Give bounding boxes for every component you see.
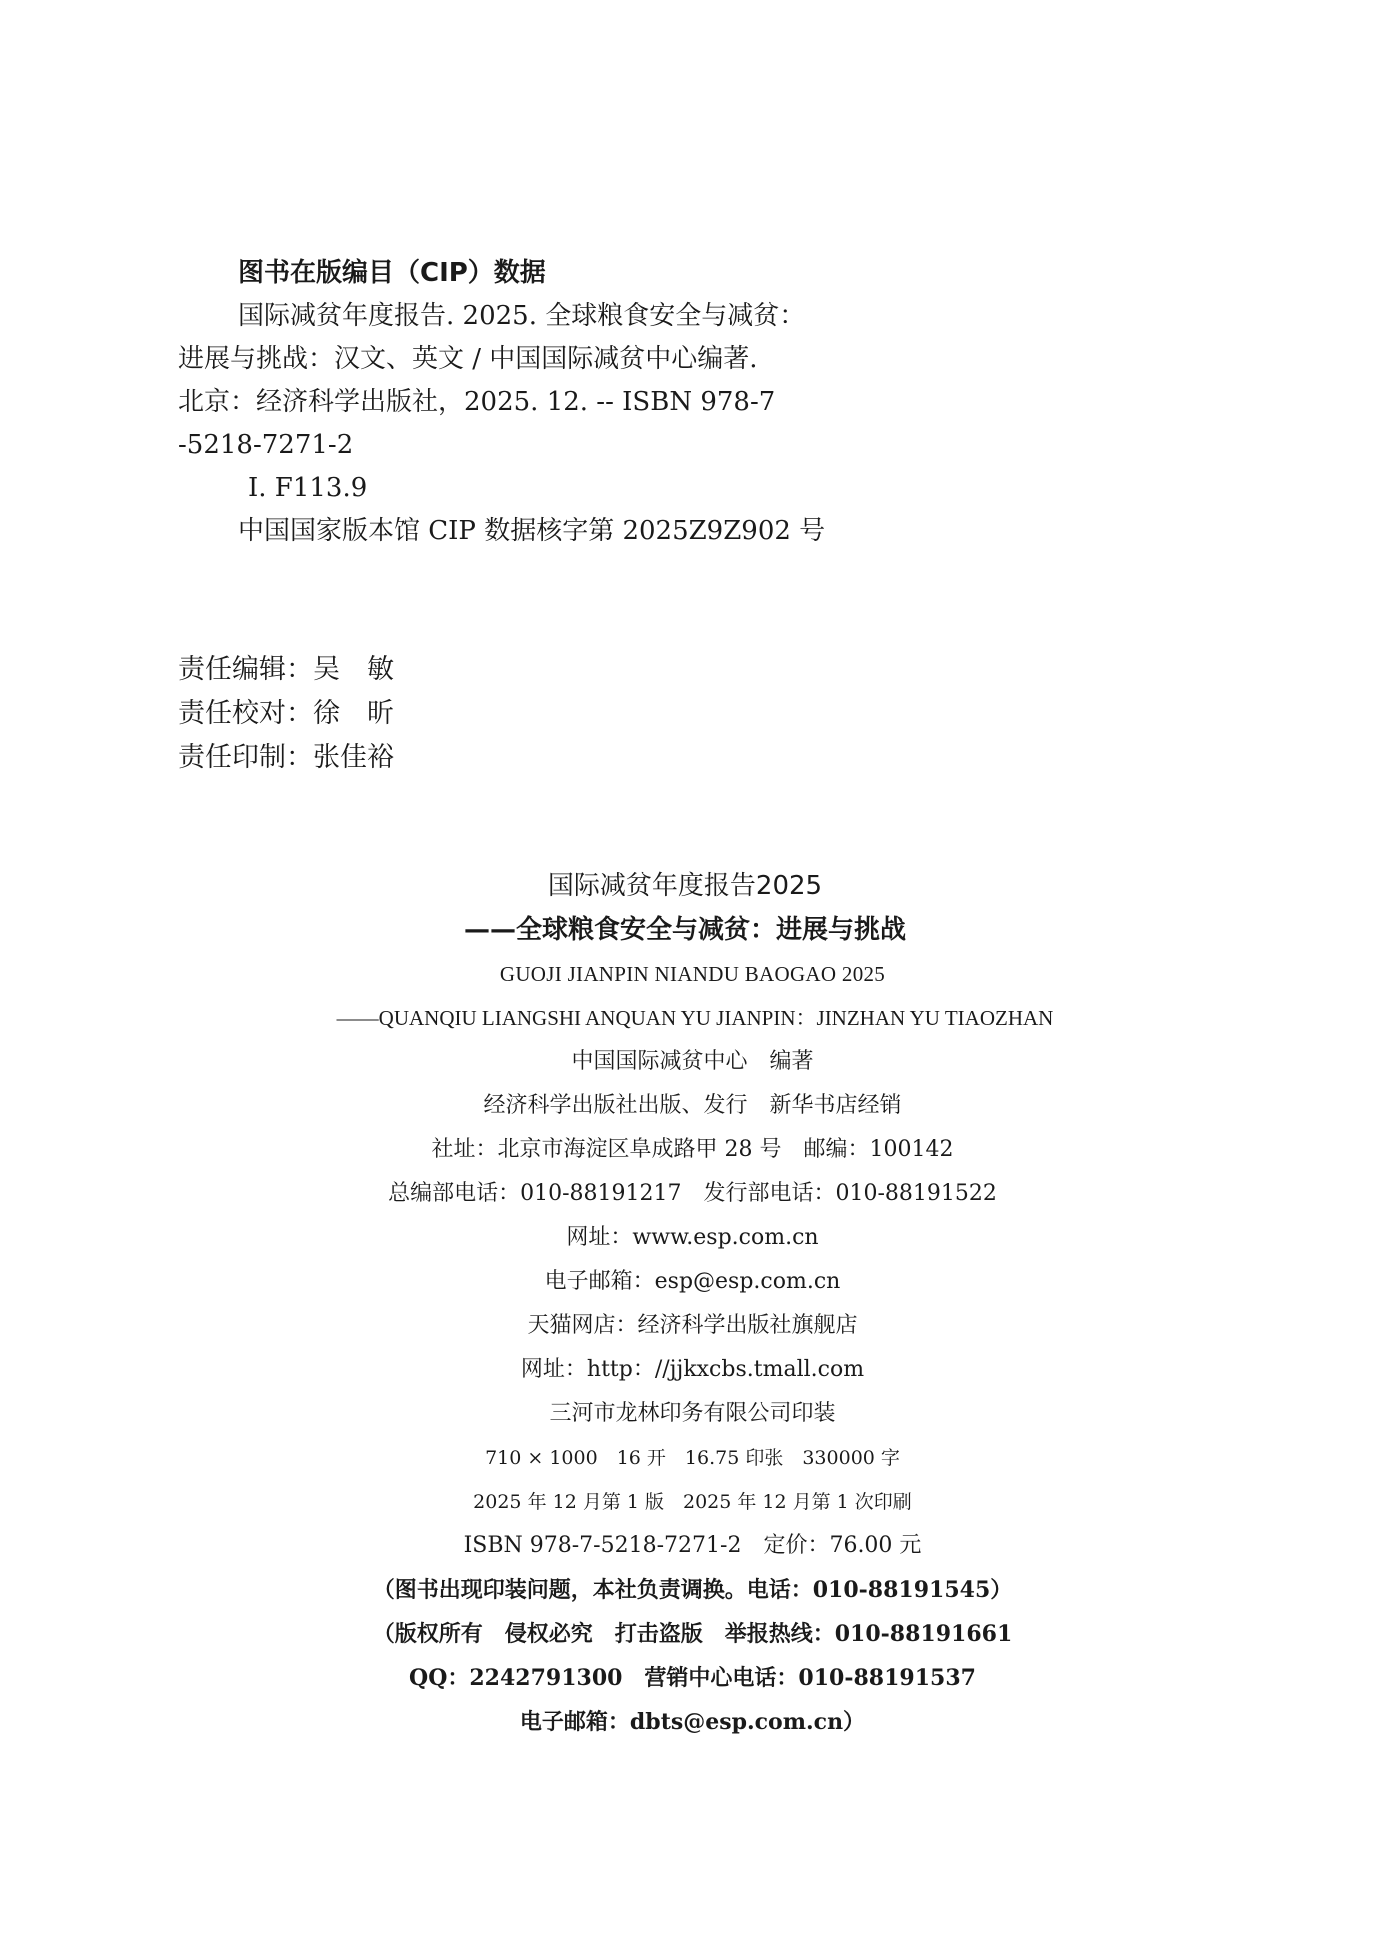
address-line: 社址：北京市海淀区阜成路甲 28 号 邮编：100142 xyxy=(431,1137,954,1162)
printer-line: 三河市龙林印务有限公司印装 xyxy=(549,1401,836,1426)
responsible-printing: 责任印制：张佳裕 xyxy=(178,742,394,773)
cip-line-subtitle: 进展与挑战：汉文、英文 / 中国国际减贫中心编著. xyxy=(178,344,758,374)
tmall-shop-line: 天猫网店：经济科学出版社旗舰店 xyxy=(527,1313,858,1338)
format-line: 710 × 1000 16 开 16.75 印张 330000 字 xyxy=(485,1447,900,1469)
book-title: 国际减贫年度报告2025 xyxy=(547,871,823,901)
cip-line-isbn-tail: -5218-7271-2 xyxy=(178,430,354,460)
website-line: 网址：www.esp.com.cn xyxy=(566,1225,819,1250)
cip-line-verification: 中国国家版本馆 CIP 数据核字第 2025Z9Z902 号 xyxy=(238,516,826,546)
cip-line-classification: Ⅰ. F113.9 xyxy=(248,473,368,503)
copyright-notice: （版权所有 侵权必究 打击盗版 举报热线：010-88191661 xyxy=(372,1621,1013,1647)
responsible-proofreader: 责任校对：徐 昕 xyxy=(178,698,394,729)
tmall-url-line: 网址：http：//jjkxcbs.tmall.com xyxy=(520,1357,865,1382)
publisher-line: 经济科学出版社出版、发行 新华书店经销 xyxy=(483,1093,902,1118)
contact-qq-line: QQ：2242791300 营销中心电话：010-88191537 xyxy=(409,1665,976,1691)
author-line: 中国国际减贫中心 编著 xyxy=(571,1049,814,1074)
cip-data-block xyxy=(178,252,858,553)
pinyin-title: GUOJI JIANPIN NIANDU BAOGAO 2025 xyxy=(499,962,886,986)
cip-line-title: 国际减贫年度报告. 2025. 全球粮食安全与减贫： xyxy=(238,301,806,331)
quality-notice: （图书出现印装问题，本社负责调换。电话：010-88191545） xyxy=(372,1577,1013,1603)
colophon xyxy=(0,864,1385,1744)
cip-heading: 图书在版编目（CIP）数据 xyxy=(238,258,546,288)
email-line: 电子邮箱：esp@esp.com.cn xyxy=(544,1269,841,1294)
isbn-price-line: ISBN 978-7-5218-7271-2 定价：76.00 元 xyxy=(463,1533,922,1558)
responsible-editor: 责任编辑：吴 敏 xyxy=(178,654,394,685)
report-email-line: 电子邮箱：dbts@esp.com.cn） xyxy=(519,1709,866,1735)
responsible-staff xyxy=(178,648,394,780)
pinyin-subtitle: ——QUANQIU LIANGSHI ANQUAN YU JIANPIN：JINZHAN YU TIAOZHAN xyxy=(336,1006,1054,1030)
phone-line: 总编部电话：010-88191217 发行部电话：010-88191522 xyxy=(388,1181,997,1206)
edition-line: 2025 年 12 月第 1 版 2025 年 12 月第 1 次印刷 xyxy=(473,1491,912,1513)
cip-line-publication: 北京：经济科学出版社，2025. 12. -- ISBN 978-7 xyxy=(178,387,776,417)
book-subtitle: ——全球粮食安全与减贫：进展与挑战 xyxy=(463,915,906,945)
